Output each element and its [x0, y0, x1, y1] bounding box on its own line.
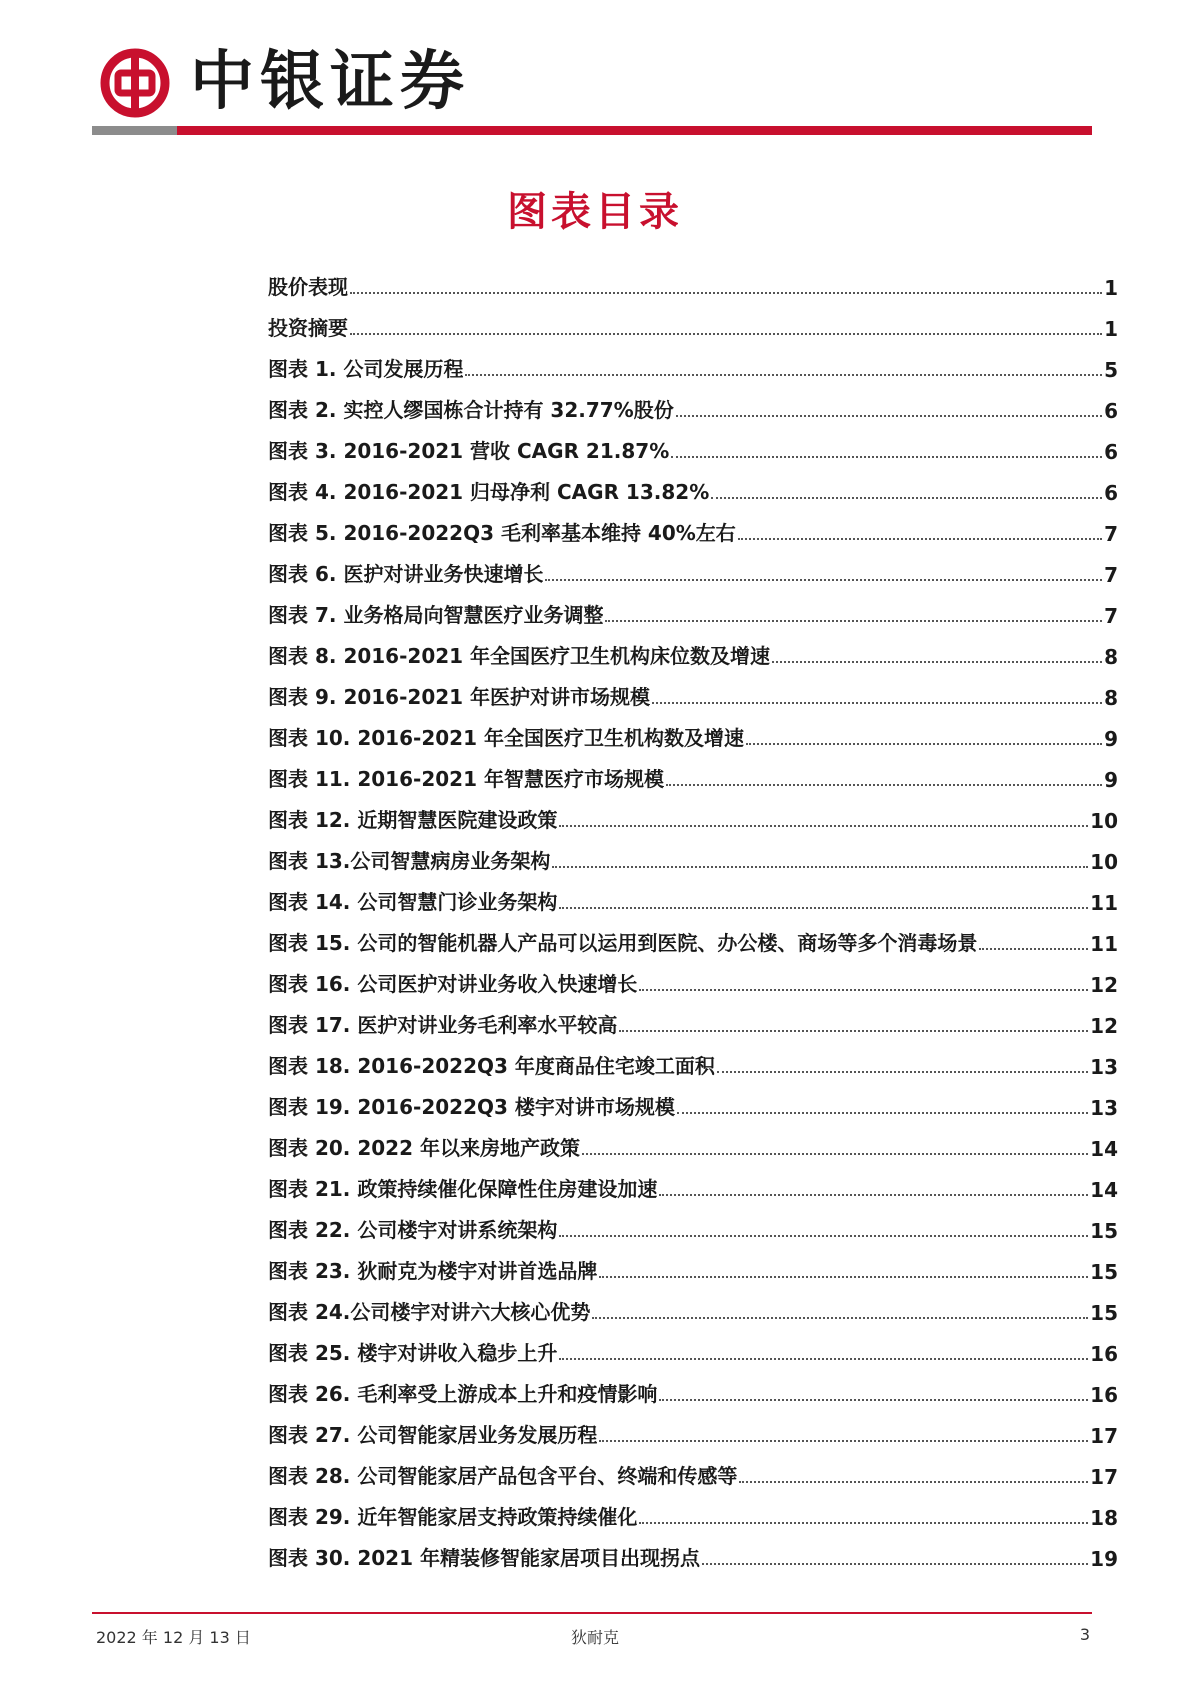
toc-entry-label: 图表 22. 公司楼宇对讲系统架构 — [268, 1218, 558, 1242]
toc-dot-leader — [652, 702, 1102, 704]
toc-dot-leader — [738, 538, 1102, 540]
toc-entry[interactable] — [268, 1202, 1118, 1243]
toc-dot-leader — [559, 1235, 1088, 1237]
toc-entry-page: 18 — [1090, 1506, 1118, 1530]
toc-entry[interactable] — [268, 1530, 1118, 1571]
toc-entry-label: 图表 18. 2016-2022Q3 年度商品住宅竣工面积 — [268, 1054, 715, 1078]
toc-entry-page: 12 — [1090, 973, 1118, 997]
toc-entry-page: 10 — [1090, 850, 1118, 874]
toc-entry-label: 图表 6. 医护对讲业务快速增长 — [268, 562, 544, 586]
toc-dot-leader — [671, 456, 1102, 458]
toc-entry[interactable] — [268, 997, 1118, 1038]
toc-dot-leader — [545, 579, 1102, 581]
header-divider-red — [177, 126, 1092, 135]
footer-date: 2022 年 12 月 13 日 — [96, 1628, 251, 1647]
toc-entry[interactable] — [268, 341, 1118, 382]
toc-dot-leader — [592, 1317, 1088, 1319]
toc-dot-leader — [639, 1522, 1088, 1524]
toc-entry[interactable] — [268, 915, 1118, 956]
brand-name: 中银证券 — [190, 44, 470, 119]
toc-entry[interactable] — [268, 423, 1118, 464]
toc-entry-page: 1 — [1104, 276, 1118, 300]
toc-entry-page: 11 — [1090, 932, 1118, 956]
toc-entry-label: 图表 1. 公司发展历程 — [268, 357, 464, 381]
toc-entry-page: 15 — [1090, 1260, 1118, 1284]
toc-entry-label: 图表 24.公司楼宇对讲六大核心优势 — [268, 1300, 591, 1324]
toc-entry-label: 图表 2. 实控人缪国栋合计持有 32.77%股份 — [268, 398, 674, 422]
toc-entry-page: 13 — [1090, 1096, 1118, 1120]
table-of-contents — [268, 259, 1118, 1571]
footer-page-number: 3 — [1079, 1625, 1090, 1644]
toc-entry[interactable] — [268, 1161, 1118, 1202]
toc-entry-label: 图表 8. 2016-2021 年全国医疗卫生机构床位数及增速 — [268, 644, 771, 668]
toc-entry[interactable] — [268, 792, 1118, 833]
toc-entry[interactable] — [268, 464, 1118, 505]
footer-company: 狄耐克 — [570, 1628, 619, 1647]
toc-entry[interactable] — [268, 505, 1118, 546]
toc-entry-label: 图表 11. 2016-2021 年智慧医疗市场规模 — [268, 767, 664, 791]
header-divider — [92, 126, 1092, 135]
toc-entry[interactable] — [268, 1038, 1118, 1079]
toc-entry[interactable] — [268, 1407, 1118, 1448]
toc-entry[interactable] — [268, 1120, 1118, 1161]
toc-entry-page: 13 — [1090, 1055, 1118, 1079]
toc-entry-page: 6 — [1104, 481, 1118, 505]
toc-entry-label: 图表 27. 公司智能家居业务发展历程 — [268, 1423, 598, 1447]
toc-entry-page: 17 — [1090, 1424, 1118, 1448]
toc-entry-page: 9 — [1104, 727, 1118, 751]
toc-entry-label: 图表 25. 楼宇对讲收入稳步上升 — [268, 1341, 558, 1365]
toc-entry[interactable] — [268, 546, 1118, 587]
toc-entry[interactable] — [268, 874, 1118, 915]
toc-entry-page: 15 — [1090, 1219, 1118, 1243]
bank-of-china-logo — [100, 48, 170, 118]
footer-divider — [92, 1612, 1092, 1614]
toc-entry-label: 图表 17. 医护对讲业务毛利率水平较高 — [268, 1013, 618, 1037]
toc-entry-page: 17 — [1090, 1465, 1118, 1489]
toc-entry-page: 6 — [1104, 399, 1118, 423]
toc-dot-leader — [717, 1071, 1088, 1073]
toc-entry-page: 7 — [1104, 604, 1118, 628]
toc-dot-leader — [979, 948, 1088, 950]
toc-entry[interactable] — [268, 300, 1118, 341]
toc-dot-leader — [677, 1112, 1088, 1114]
toc-entry-page: 16 — [1090, 1342, 1118, 1366]
toc-entry-label: 图表 21. 政策持续催化保障性住房建设加速 — [268, 1177, 658, 1201]
toc-entry-label: 图表 23. 狄耐克为楼宇对讲首选品牌 — [268, 1259, 598, 1283]
toc-entry-label: 图表 4. 2016-2021 归母净利 CAGR 13.82% — [268, 480, 710, 504]
toc-entry-label: 图表 19. 2016-2022Q3 楼宇对讲市场规模 — [268, 1095, 675, 1119]
toc-entry-page: 14 — [1090, 1137, 1118, 1161]
toc-entry-label: 图表 9. 2016-2021 年医护对讲市场规模 — [268, 685, 651, 709]
toc-dot-leader — [559, 1358, 1088, 1360]
toc-dot-leader — [702, 1563, 1088, 1565]
toc-entry[interactable] — [268, 669, 1118, 710]
toc-entry-page: 7 — [1104, 563, 1118, 587]
toc-entry[interactable] — [268, 1079, 1118, 1120]
toc-entry-page: 12 — [1090, 1014, 1118, 1038]
toc-entry-page: 15 — [1090, 1301, 1118, 1325]
toc-entry[interactable] — [268, 1325, 1118, 1366]
toc-dot-leader — [619, 1030, 1088, 1032]
toc-entry-page: 8 — [1104, 645, 1118, 669]
toc-dot-leader — [582, 1153, 1088, 1155]
toc-entry-label: 图表 10. 2016-2021 年全国医疗卫生机构数及增速 — [268, 726, 744, 750]
toc-entry-page: 14 — [1090, 1178, 1118, 1202]
toc-entry[interactable] — [268, 259, 1118, 300]
toc-entry-page: 9 — [1104, 768, 1118, 792]
toc-entry-page: 1 — [1104, 317, 1118, 341]
toc-dot-leader — [599, 1440, 1088, 1442]
toc-entry-page: 11 — [1090, 891, 1118, 915]
toc-entry-label: 图表 12. 近期智慧医院建设政策 — [268, 808, 558, 832]
toc-entry[interactable] — [268, 751, 1118, 792]
toc-entry-label: 投资摘要 — [268, 316, 348, 340]
toc-entry-label: 图表 28. 公司智能家居产品包含平台、终端和传感等 — [268, 1464, 738, 1488]
toc-entry-page: 5 — [1104, 358, 1118, 382]
toc-entry-label: 图表 13.公司智慧病房业务架构 — [268, 849, 551, 873]
toc-dot-leader — [350, 333, 1102, 335]
header-divider-grey — [92, 126, 177, 135]
toc-dot-leader — [659, 1194, 1088, 1196]
toc-dot-leader — [666, 784, 1102, 786]
toc-entry-page: 8 — [1104, 686, 1118, 710]
toc-entry[interactable] — [268, 1448, 1118, 1489]
toc-dot-leader — [676, 415, 1102, 417]
toc-dot-leader — [599, 1276, 1088, 1278]
toc-entry-label: 图表 5. 2016-2022Q3 毛利率基本维持 40%左右 — [268, 521, 736, 545]
toc-dot-leader — [605, 620, 1102, 622]
toc-entry-label: 图表 3. 2016-2021 营收 CAGR 21.87% — [268, 439, 670, 463]
toc-dot-leader — [639, 989, 1088, 991]
toc-entry[interactable] — [268, 956, 1118, 997]
toc-dot-leader — [350, 292, 1102, 294]
toc-entry[interactable] — [268, 833, 1118, 874]
toc-entry-label: 图表 15. 公司的智能机器人产品可以运用到医院、办公楼、商场等多个消毒场景 — [268, 931, 978, 955]
toc-entry[interactable] — [268, 382, 1118, 423]
toc-entry[interactable] — [268, 1366, 1118, 1407]
toc-dot-leader — [659, 1399, 1088, 1401]
toc-dot-leader — [739, 1481, 1088, 1483]
toc-entry-label: 股价表现 — [268, 275, 348, 299]
toc-entry-label: 图表 30. 2021 年精装修智能家居项目出现拐点 — [268, 1546, 700, 1570]
toc-entry[interactable] — [268, 628, 1118, 669]
toc-entry-label: 图表 20. 2022 年以来房地产政策 — [268, 1136, 580, 1160]
toc-entry-label: 图表 29. 近年智能家居支持政策持续催化 — [268, 1505, 638, 1529]
toc-entry-page: 6 — [1104, 440, 1118, 464]
toc-entry[interactable] — [268, 587, 1118, 628]
toc-dot-leader — [559, 907, 1088, 909]
toc-entry-label: 图表 14. 公司智慧门诊业务架构 — [268, 890, 558, 914]
toc-entry[interactable] — [268, 1284, 1118, 1325]
toc-dot-leader — [711, 497, 1102, 499]
toc-entry[interactable] — [268, 1489, 1118, 1530]
toc-entry-label: 图表 16. 公司医护对讲业务收入快速增长 — [268, 972, 638, 996]
toc-dot-leader — [465, 374, 1102, 376]
page-title: 图表目录 — [507, 188, 683, 235]
toc-dot-leader — [746, 743, 1102, 745]
toc-dot-leader — [559, 825, 1088, 827]
toc-entry[interactable] — [268, 1243, 1118, 1284]
toc-dot-leader — [772, 661, 1102, 663]
toc-entry-page: 16 — [1090, 1383, 1118, 1407]
toc-entry-page: 7 — [1104, 522, 1118, 546]
toc-dot-leader — [552, 866, 1088, 868]
toc-entry-page: 10 — [1090, 809, 1118, 833]
toc-entry-label: 图表 26. 毛利率受上游成本上升和疫情影响 — [268, 1382, 658, 1406]
toc-entry[interactable] — [268, 710, 1118, 751]
toc-entry-page: 19 — [1090, 1547, 1118, 1571]
toc-entry-label: 图表 7. 业务格局向智慧医疗业务调整 — [268, 603, 604, 627]
